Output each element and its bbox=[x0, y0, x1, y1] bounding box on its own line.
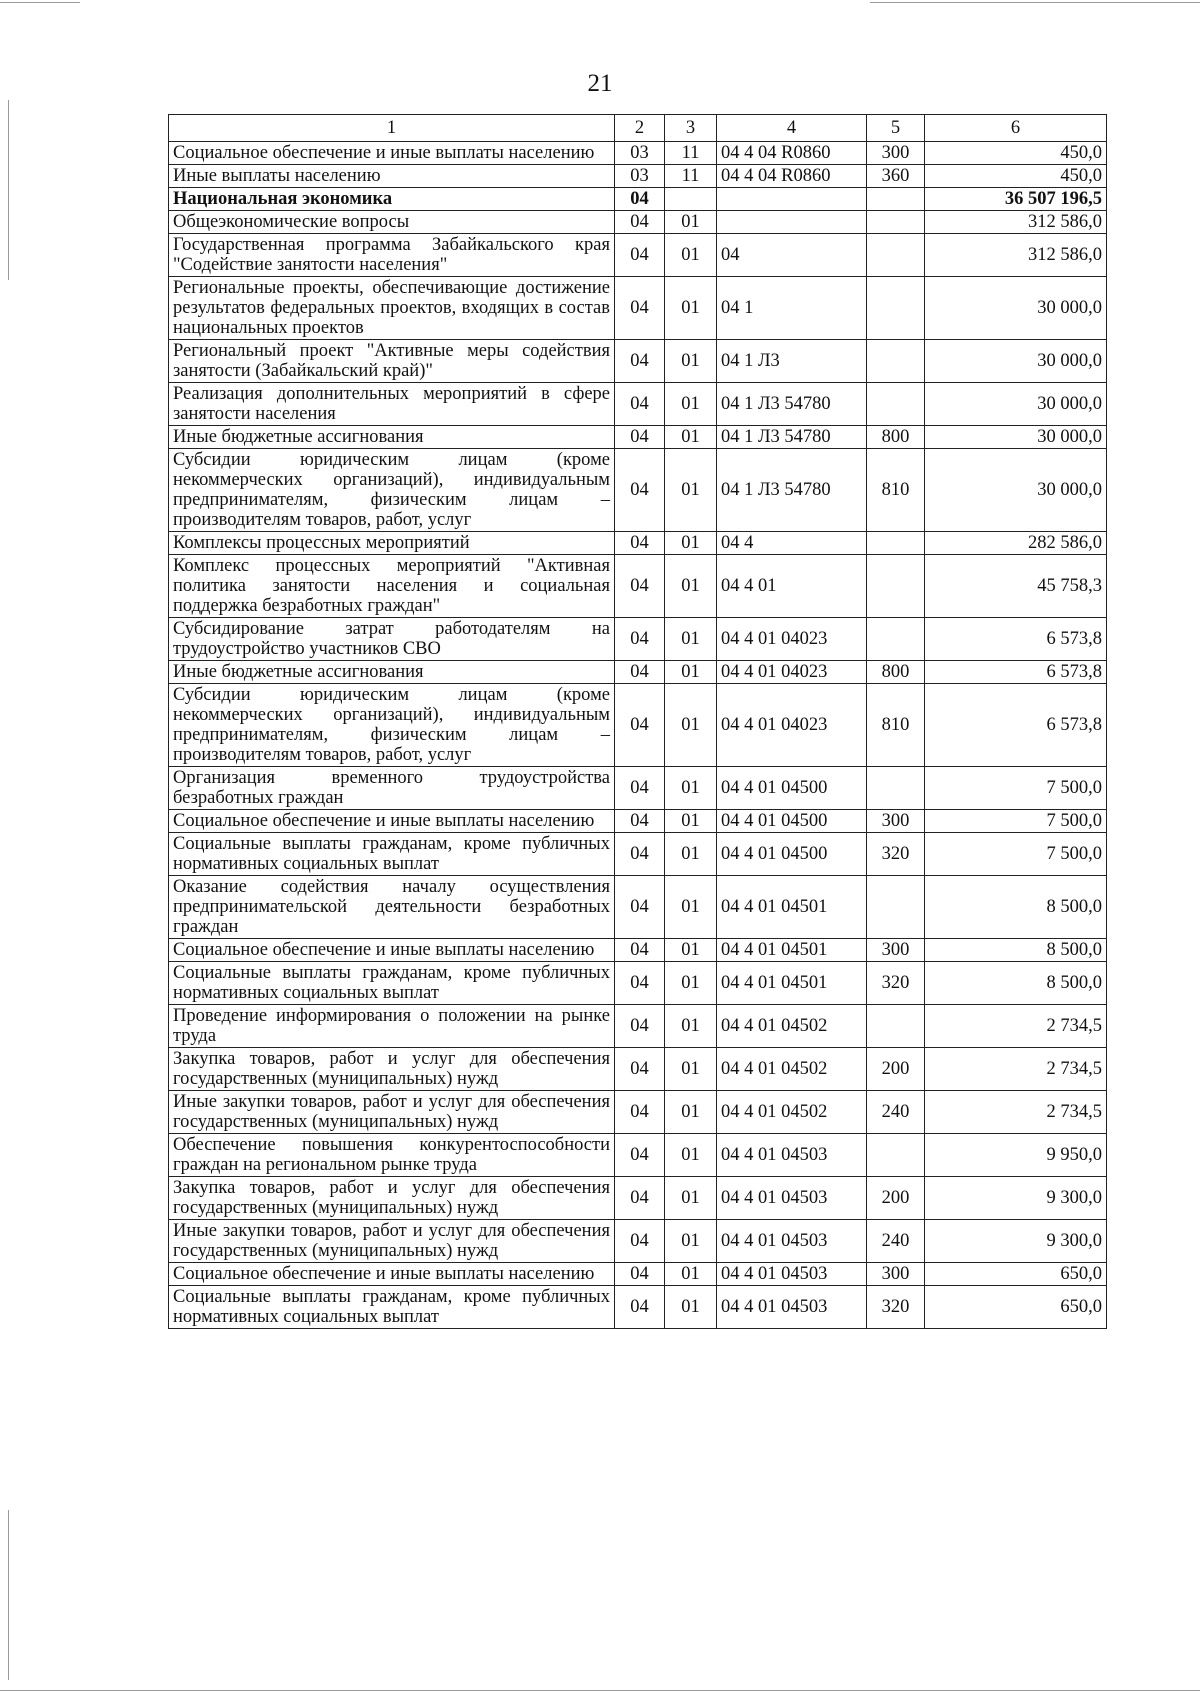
cell-subsection: 01 bbox=[665, 1091, 717, 1134]
cell-name: Комплекс процессных мероприятий "Активная политика занятости населения и социальная поддержка безработных граждан" bbox=[169, 555, 615, 618]
cell-section: 04 bbox=[615, 234, 665, 277]
cell-subsection: 01 bbox=[665, 833, 717, 876]
cell-section: 04 bbox=[615, 1005, 665, 1048]
cell-amount: 282 586,0 bbox=[925, 532, 1107, 555]
cell-subsection: 01 bbox=[665, 1005, 717, 1048]
table-row bbox=[169, 876, 1107, 939]
header-col-2: 2 bbox=[615, 115, 665, 142]
cell-name: Оказание содействия началу осуществления предпринимательской деятельности безработных граждан bbox=[169, 876, 615, 939]
cell-target-article: 04 4 01 04502 bbox=[717, 1091, 867, 1134]
cell-subsection: 01 bbox=[665, 661, 717, 684]
cell-amount: 312 586,0 bbox=[925, 234, 1107, 277]
scan-artifact-bottom bbox=[0, 1690, 1200, 1691]
header-col-3: 3 bbox=[665, 115, 717, 142]
table-row bbox=[169, 555, 1107, 618]
cell-subsection: 01 bbox=[665, 1177, 717, 1220]
cell-subsection: 01 bbox=[665, 383, 717, 426]
cell-expense-type: 360 bbox=[867, 165, 925, 188]
cell-amount: 6 573,8 bbox=[925, 684, 1107, 767]
cell-expense-type: 300 bbox=[867, 142, 925, 165]
table-row bbox=[169, 1177, 1107, 1220]
cell-section: 04 bbox=[615, 188, 665, 211]
cell-expense-type: 200 bbox=[867, 1048, 925, 1091]
cell-expense-type bbox=[867, 876, 925, 939]
cell-expense-type: 320 bbox=[867, 1286, 925, 1329]
cell-expense-type bbox=[867, 1005, 925, 1048]
cell-expense-type: 300 bbox=[867, 810, 925, 833]
cell-subsection: 01 bbox=[665, 1048, 717, 1091]
cell-target-article: 04 4 01 04503 bbox=[717, 1263, 867, 1286]
cell-name: Региональный проект "Активные меры содействия занятости (Забайкальский край)" bbox=[169, 340, 615, 383]
cell-name: Иные бюджетные ассигнования bbox=[169, 661, 615, 684]
cell-section: 04 bbox=[615, 532, 665, 555]
cell-expense-type: 320 bbox=[867, 833, 925, 876]
cell-target-article: 04 4 01 04502 bbox=[717, 1005, 867, 1048]
cell-expense-type: 810 bbox=[867, 684, 925, 767]
cell-section: 03 bbox=[615, 142, 665, 165]
table-row bbox=[169, 962, 1107, 1005]
cell-name: Социальные выплаты гражданам, кроме публичных нормативных социальных выплат bbox=[169, 962, 615, 1005]
table-row bbox=[169, 618, 1107, 661]
table-row bbox=[169, 1220, 1107, 1263]
cell-name: Иные бюджетные ассигнования bbox=[169, 426, 615, 449]
cell-target-article: 04 4 01 04501 bbox=[717, 962, 867, 1005]
table-row bbox=[169, 340, 1107, 383]
cell-name: Комплексы процессных мероприятий bbox=[169, 532, 615, 555]
cell-name: Общеэкономические вопросы bbox=[169, 211, 615, 234]
cell-section: 04 bbox=[615, 962, 665, 1005]
cell-subsection: 11 bbox=[665, 165, 717, 188]
cell-section: 04 bbox=[615, 684, 665, 767]
cell-amount: 9 300,0 bbox=[925, 1177, 1107, 1220]
cell-name: Государственная программа Забайкальского края "Содействие занятости населения" bbox=[169, 234, 615, 277]
cell-amount: 8 500,0 bbox=[925, 939, 1107, 962]
cell-expense-type bbox=[867, 618, 925, 661]
cell-target-article: 04 4 01 04503 bbox=[717, 1286, 867, 1329]
cell-expense-type bbox=[867, 188, 925, 211]
cell-section: 04 bbox=[615, 833, 665, 876]
table-row bbox=[169, 767, 1107, 810]
cell-expense-type bbox=[867, 555, 925, 618]
budget-table bbox=[168, 114, 1107, 1329]
cell-name: Обеспечение повышения конкурентоспособности граждан на региональном рынке труда bbox=[169, 1134, 615, 1177]
cell-expense-type: 800 bbox=[867, 426, 925, 449]
cell-target-article: 04 4 04 R0860 bbox=[717, 165, 867, 188]
scan-artifact-top-right bbox=[870, 2, 1200, 3]
cell-name: Иные закупки товаров, работ и услуг для обеспечения государственных (муниципальных) нужд bbox=[169, 1220, 615, 1263]
cell-subsection: 01 bbox=[665, 1263, 717, 1286]
cell-target-article: 04 4 04 R0860 bbox=[717, 142, 867, 165]
cell-amount: 45 758,3 bbox=[925, 555, 1107, 618]
table-row bbox=[169, 277, 1107, 340]
cell-target-article: 04 4 bbox=[717, 532, 867, 555]
cell-target-article: 04 4 01 04023 bbox=[717, 684, 867, 767]
cell-subsection: 01 bbox=[665, 532, 717, 555]
cell-subsection: 01 bbox=[665, 277, 717, 340]
table-row bbox=[169, 939, 1107, 962]
cell-section: 04 bbox=[615, 1286, 665, 1329]
cell-section: 04 bbox=[615, 1048, 665, 1091]
cell-subsection: 01 bbox=[665, 810, 717, 833]
cell-section: 04 bbox=[615, 1091, 665, 1134]
cell-target-article: 04 4 01 04503 bbox=[717, 1220, 867, 1263]
cell-expense-type bbox=[867, 277, 925, 340]
cell-name: Субсидирование затрат работодателям на трудоустройство участников СВО bbox=[169, 618, 615, 661]
cell-section: 04 bbox=[615, 1177, 665, 1220]
cell-name: Организация временного трудоустройства безработных граждан bbox=[169, 767, 615, 810]
table-row bbox=[169, 661, 1107, 684]
cell-subsection: 01 bbox=[665, 1134, 717, 1177]
cell-section: 04 bbox=[615, 876, 665, 939]
cell-target-article: 04 bbox=[717, 234, 867, 277]
cell-name: Реализация дополнительных мероприятий в сфере занятости населения bbox=[169, 383, 615, 426]
cell-name: Иные закупки товаров, работ и услуг для обеспечения государственных (муниципальных) нужд bbox=[169, 1091, 615, 1134]
cell-section: 04 bbox=[615, 426, 665, 449]
cell-name: Социальные выплаты гражданам, кроме публичных нормативных социальных выплат bbox=[169, 1286, 615, 1329]
table-row bbox=[169, 532, 1107, 555]
cell-amount: 7 500,0 bbox=[925, 810, 1107, 833]
cell-name: Проведение информирования о положении на рынке труда bbox=[169, 1005, 615, 1048]
cell-amount: 2 734,5 bbox=[925, 1005, 1107, 1048]
cell-target-article: 04 1 Л3 bbox=[717, 340, 867, 383]
cell-subsection: 01 bbox=[665, 939, 717, 962]
cell-section: 03 bbox=[615, 165, 665, 188]
page-number: 21 bbox=[587, 70, 613, 97]
cell-target-article: 04 4 01 04500 bbox=[717, 833, 867, 876]
cell-name: Социальное обеспечение и иные выплаты населению bbox=[169, 1263, 615, 1286]
table-row bbox=[169, 1091, 1107, 1134]
table-header-row bbox=[169, 115, 1107, 142]
cell-amount: 9 300,0 bbox=[925, 1220, 1107, 1263]
cell-section: 04 bbox=[615, 340, 665, 383]
cell-amount: 7 500,0 bbox=[925, 833, 1107, 876]
cell-subsection: 01 bbox=[665, 555, 717, 618]
cell-amount: 30 000,0 bbox=[925, 426, 1107, 449]
cell-target-article: 04 4 01 04501 bbox=[717, 939, 867, 962]
cell-target-article: 04 4 01 04502 bbox=[717, 1048, 867, 1091]
cell-section: 04 bbox=[615, 1220, 665, 1263]
cell-subsection: 01 bbox=[665, 684, 717, 767]
cell-amount: 650,0 bbox=[925, 1286, 1107, 1329]
cell-subsection bbox=[665, 188, 717, 211]
table-row bbox=[169, 1134, 1107, 1177]
cell-target-article: 04 4 01 04501 bbox=[717, 876, 867, 939]
cell-amount: 30 000,0 bbox=[925, 340, 1107, 383]
cell-subsection: 01 bbox=[665, 211, 717, 234]
scan-artifact-left-bottom bbox=[8, 1510, 9, 1680]
cell-expense-type: 810 bbox=[867, 449, 925, 532]
cell-subsection: 01 bbox=[665, 449, 717, 532]
table-row bbox=[169, 142, 1107, 165]
cell-expense-type bbox=[867, 340, 925, 383]
cell-name: Социальные выплаты гражданам, кроме публичных нормативных социальных выплат bbox=[169, 833, 615, 876]
cell-expense-type: 300 bbox=[867, 939, 925, 962]
cell-amount: 2 734,5 bbox=[925, 1048, 1107, 1091]
cell-expense-type bbox=[867, 211, 925, 234]
cell-target-article: 04 4 01 04503 bbox=[717, 1134, 867, 1177]
cell-section: 04 bbox=[615, 810, 665, 833]
cell-section: 04 bbox=[615, 767, 665, 810]
cell-expense-type bbox=[867, 1134, 925, 1177]
cell-expense-type bbox=[867, 383, 925, 426]
cell-target-article: 04 4 01 04500 bbox=[717, 810, 867, 833]
cell-expense-type bbox=[867, 767, 925, 810]
cell-name: Закупка товаров, работ и услуг для обеспечения государственных (муниципальных) нужд bbox=[169, 1177, 615, 1220]
cell-expense-type: 200 bbox=[867, 1177, 925, 1220]
header-col-5: 5 bbox=[867, 115, 925, 142]
cell-target-article: 04 4 01 04023 bbox=[717, 661, 867, 684]
cell-section: 04 bbox=[615, 277, 665, 340]
cell-amount: 450,0 bbox=[925, 165, 1107, 188]
cell-amount: 450,0 bbox=[925, 142, 1107, 165]
cell-expense-type: 800 bbox=[867, 661, 925, 684]
cell-name: Иные выплаты населению bbox=[169, 165, 615, 188]
cell-target-article: 04 4 01 04023 bbox=[717, 618, 867, 661]
cell-name: Социальное обеспечение и иные выплаты населению bbox=[169, 142, 615, 165]
cell-amount: 6 573,8 bbox=[925, 661, 1107, 684]
table-row bbox=[169, 188, 1107, 211]
table-row bbox=[169, 449, 1107, 532]
cell-target-article bbox=[717, 211, 867, 234]
cell-name: Региональные проекты, обеспечивающие достижение результатов федеральных проектов, входящих в состав национальных проектов bbox=[169, 277, 615, 340]
cell-target-article: 04 1 Л3 54780 bbox=[717, 383, 867, 426]
cell-subsection: 01 bbox=[665, 234, 717, 277]
cell-amount: 2 734,5 bbox=[925, 1091, 1107, 1134]
cell-subsection: 01 bbox=[665, 876, 717, 939]
cell-subsection: 01 bbox=[665, 1220, 717, 1263]
cell-target-article: 04 4 01 04500 bbox=[717, 767, 867, 810]
cell-expense-type bbox=[867, 234, 925, 277]
cell-name: Национальная экономика bbox=[169, 188, 615, 211]
cell-amount: 8 500,0 bbox=[925, 962, 1107, 1005]
cell-amount: 6 573,8 bbox=[925, 618, 1107, 661]
cell-amount: 8 500,0 bbox=[925, 876, 1107, 939]
table-row bbox=[169, 234, 1107, 277]
cell-section: 04 bbox=[615, 661, 665, 684]
cell-expense-type: 300 bbox=[867, 1263, 925, 1286]
cell-amount: 9 950,0 bbox=[925, 1134, 1107, 1177]
cell-subsection: 01 bbox=[665, 618, 717, 661]
cell-section: 04 bbox=[615, 1134, 665, 1177]
cell-subsection: 01 bbox=[665, 962, 717, 1005]
cell-amount: 312 586,0 bbox=[925, 211, 1107, 234]
cell-expense-type bbox=[867, 532, 925, 555]
cell-section: 04 bbox=[615, 449, 665, 532]
table-row bbox=[169, 211, 1107, 234]
cell-target-article: 04 1 Л3 54780 bbox=[717, 449, 867, 532]
table-row bbox=[169, 1048, 1107, 1091]
table-row bbox=[169, 810, 1107, 833]
cell-subsection: 01 bbox=[665, 426, 717, 449]
cell-subsection: 11 bbox=[665, 142, 717, 165]
cell-section: 04 bbox=[615, 939, 665, 962]
header-col-4: 4 bbox=[717, 115, 867, 142]
cell-target-article: 04 4 01 04503 bbox=[717, 1177, 867, 1220]
cell-section: 04 bbox=[615, 618, 665, 661]
table-row bbox=[169, 684, 1107, 767]
table-row bbox=[169, 1286, 1107, 1329]
cell-amount: 30 000,0 bbox=[925, 383, 1107, 426]
cell-expense-type: 240 bbox=[867, 1091, 925, 1134]
cell-subsection: 01 bbox=[665, 340, 717, 383]
cell-section: 04 bbox=[615, 1263, 665, 1286]
cell-section: 04 bbox=[615, 383, 665, 426]
header-col-6: 6 bbox=[925, 115, 1107, 142]
cell-amount: 30 000,0 bbox=[925, 277, 1107, 340]
cell-name: Субсидии юридическим лицам (кроме некоммерческих организаций), индивидуальным предпринимателям, физическим лицам – производителям товаров, работ, услуг bbox=[169, 684, 615, 767]
table-row bbox=[169, 426, 1107, 449]
cell-expense-type: 240 bbox=[867, 1220, 925, 1263]
cell-amount: 650,0 bbox=[925, 1263, 1107, 1286]
scan-artifact-left-edge bbox=[8, 100, 9, 280]
table-row bbox=[169, 1263, 1107, 1286]
cell-target-article: 04 4 01 bbox=[717, 555, 867, 618]
cell-target-article: 04 1 bbox=[717, 277, 867, 340]
cell-name: Закупка товаров, работ и услуг для обеспечения государственных (муниципальных) нужд bbox=[169, 1048, 615, 1091]
table-row bbox=[169, 165, 1107, 188]
cell-target-article: 04 1 Л3 54780 bbox=[717, 426, 867, 449]
table-row bbox=[169, 833, 1107, 876]
cell-amount: 7 500,0 bbox=[925, 767, 1107, 810]
scan-artifact-top-left bbox=[0, 2, 80, 3]
cell-expense-type: 320 bbox=[867, 962, 925, 1005]
cell-subsection: 01 bbox=[665, 1286, 717, 1329]
table-row bbox=[169, 1005, 1107, 1048]
cell-target-article bbox=[717, 188, 867, 211]
cell-name: Социальное обеспечение и иные выплаты населению bbox=[169, 939, 615, 962]
cell-section: 04 bbox=[615, 555, 665, 618]
header-col-1: 1 bbox=[169, 115, 615, 142]
cell-amount: 36 507 196,5 bbox=[925, 188, 1107, 211]
table-row bbox=[169, 383, 1107, 426]
cell-section: 04 bbox=[615, 211, 665, 234]
cell-name: Социальное обеспечение и иные выплаты населению bbox=[169, 810, 615, 833]
cell-name: Субсидии юридическим лицам (кроме некоммерческих организаций), индивидуальным предпринимателям, физическим лицам – производителям товаров, работ, услуг bbox=[169, 449, 615, 532]
cell-subsection: 01 bbox=[665, 767, 717, 810]
cell-amount: 30 000,0 bbox=[925, 449, 1107, 532]
